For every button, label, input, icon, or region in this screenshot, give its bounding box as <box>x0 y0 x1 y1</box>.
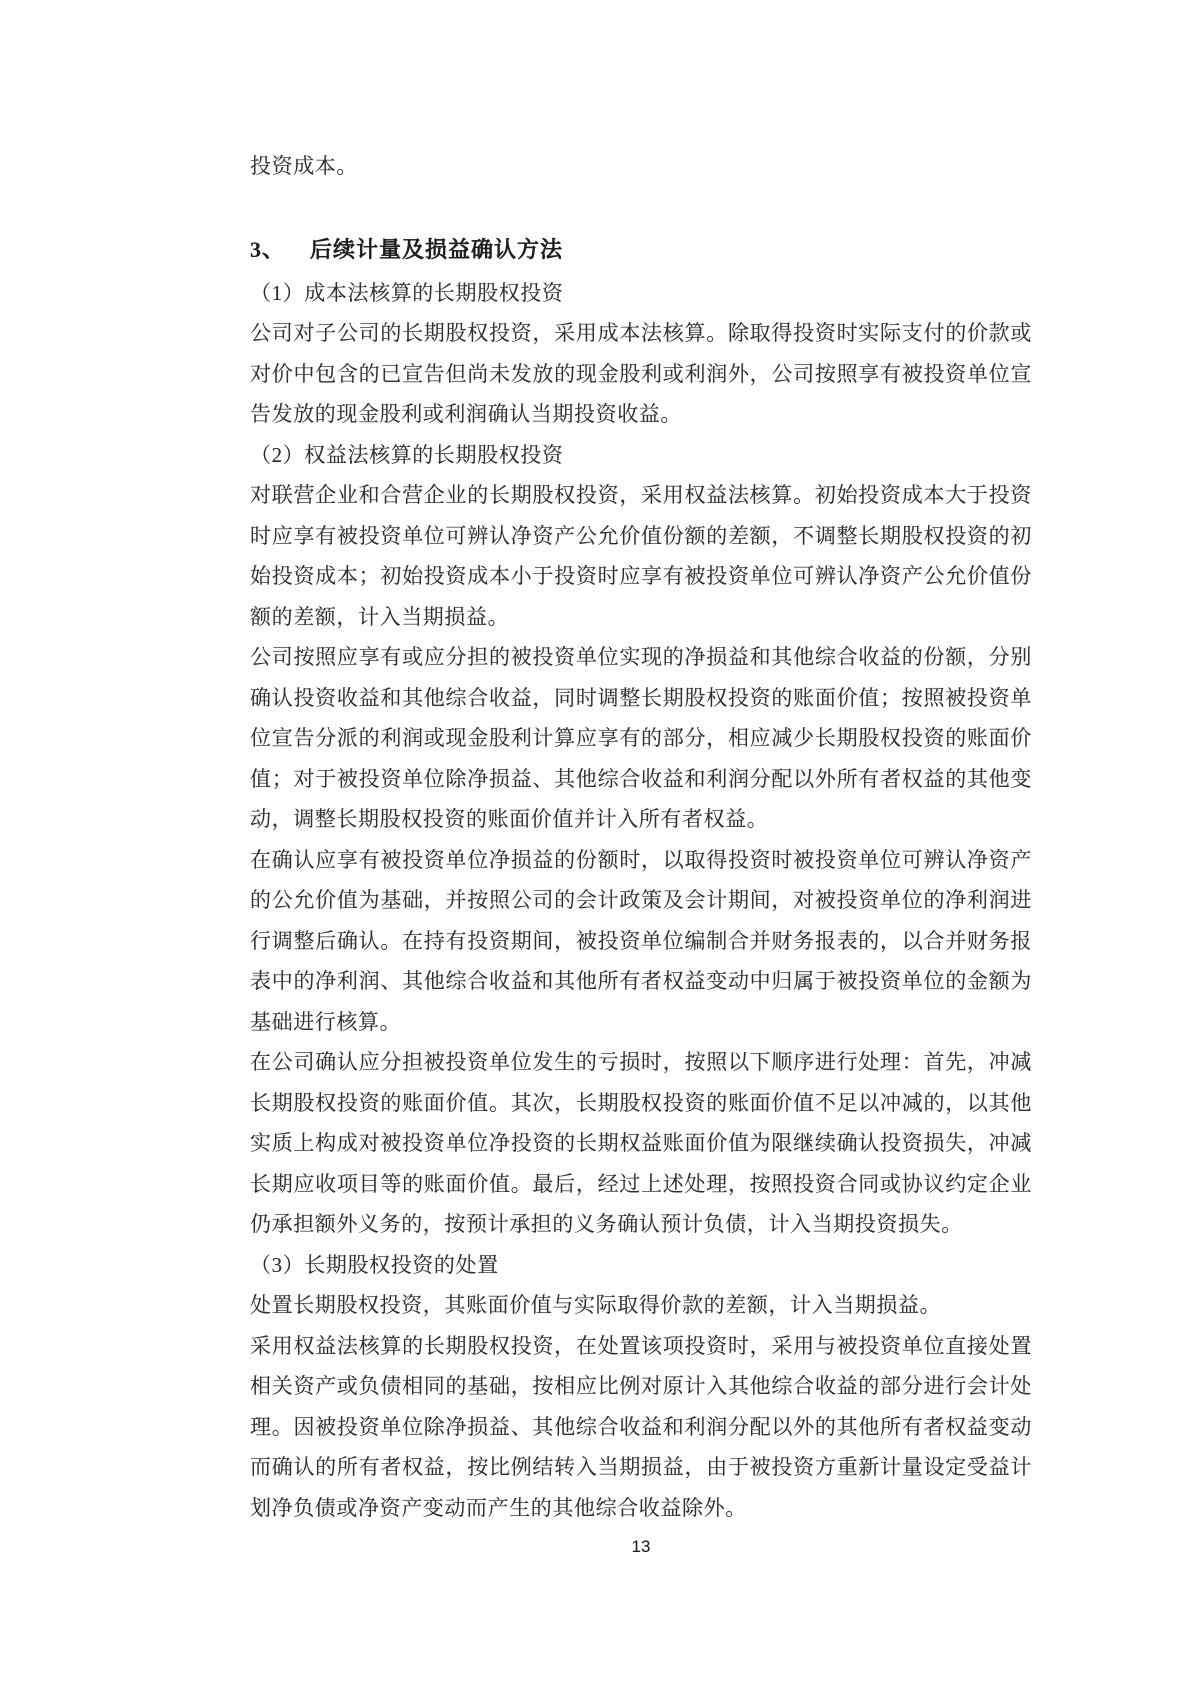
text-line: 对联营企业和合营企业的长期股权投资，采用权益法核算。初始投资成本大于投资 <box>250 483 1032 507</box>
text-line: 实质上构成对被投资单位净投资的长期权益账面价值为限继续确认投资损失，冲减 <box>250 1131 1032 1155</box>
vertical-spacer <box>250 187 1032 227</box>
text-line: 划净负债或净资产变动而产生的其他综合收益除外。 <box>250 1495 747 1520</box>
text-line: 相关资产或负债相同的基础，按相应比例对原计入其他综合收益的部分进行会计处 <box>250 1374 1032 1398</box>
text-line: 长期股权投资的账面价值。其次，长期股权投资的账面价值不足以冲减的，以其他 <box>250 1090 1032 1115</box>
text-line: 理。因被投资单位除净损益、其他综合收益和利润分配以外的其他所有者权益变动 <box>250 1414 1032 1439</box>
text-line: 告发放的现金股利或利润确认当期投资收益。 <box>250 402 682 426</box>
text-line: 动，调整长期股权投资的账面价值并计入所有者权益。 <box>250 807 769 831</box>
section-number: 3、 <box>250 236 286 262</box>
text-line: 确认投资收益和其他综合收益，同时调整长期股权投资的账面价值；按照被投资单 <box>250 685 1032 710</box>
text-line: 的公允价值为基础，并按照公司的会计政策及会计期间，对被投资单位的净利润进 <box>250 888 1032 912</box>
text-line: 始投资成本；初始投资成本小于投资时应享有被投资单位可辨认净资产公允价值份 <box>250 564 1032 588</box>
section-heading <box>250 227 1032 273</box>
text-line: 行调整后确认。在持有投资期间，被投资单位编制合并财务报表的，以合并财务报 <box>250 928 1032 953</box>
text-line: 时应享有被投资单位可辨认净资产公允价值份额的差额，不调整长期股权投资的初 <box>250 523 1032 548</box>
text-line: 投资成本。 <box>250 154 358 178</box>
sub-heading-line: （1）成本法核算的长期股权投资 <box>250 280 564 305</box>
sub-heading-line: （2）权益法核算的长期股权投资 <box>250 442 564 467</box>
text-line: 对价中包含的已宣告但尚未发放的现金股利或利润外，公司按照享有被投资单位宣 <box>250 361 1032 386</box>
text-line: 而确认的所有者权益，按比例结转入当期损益，由于被投资方重新计量设定受益计 <box>250 1455 1032 1479</box>
page-number: 13 <box>631 1537 651 1556</box>
text-line: 采用权益法核算的长期股权投资，在处置该项投资时，采用与被投资单位直接处置 <box>250 1333 1032 1358</box>
text-line: 长期应收项目等的账面价值。最后，经过上述处理，按照投资合同或协议约定企业 <box>250 1171 1032 1196</box>
sub-heading-line: （3）长期股权投资的处置 <box>250 1252 499 1277</box>
text-line: 在确认应享有被投资单位净损益的份额时，以取得投资时被投资单位可辨认净资产 <box>250 847 1032 872</box>
text-content <box>250 146 1032 1528</box>
text-line: 公司对子公司的长期股权投资，采用成本法核算。除取得投资时实际支付的价款或 <box>250 321 1032 345</box>
text-line: 表中的净利润、其他综合收益和其他所有者权益变动中归属于被投资单位的金额为 <box>250 969 1032 993</box>
text-line: 处置长期股权投资，其账面价值与实际取得价款的差额，计入当期损益。 <box>250 1293 942 1317</box>
text-line: 在公司确认应分担被投资单位发生的亏损时，按照以下顺序进行处理：首先，冲减 <box>250 1050 1032 1074</box>
text-line: 位宣告分派的利润或现金股利计算应享有的部分，相应减少长期股权投资的账面价 <box>250 726 1032 750</box>
text-line: 值；对于被投资单位除净损益、其他综合收益和利润分配以外所有者权益的其他变 <box>250 766 1032 791</box>
text-line: 仍承担额外义务的，按预计承担的义务确认预计负债，计入当期投资损失。 <box>250 1212 963 1236</box>
text-line: 公司按照应享有或应分担的被投资单位实现的净损益和其他综合收益的份额，分别 <box>250 645 1032 669</box>
text-line: 基础进行核算。 <box>250 1009 402 1034</box>
section-title: 后续计量及损益确认方法 <box>310 236 564 262</box>
text-line: 额的差额，计入当期损益。 <box>250 604 510 629</box>
